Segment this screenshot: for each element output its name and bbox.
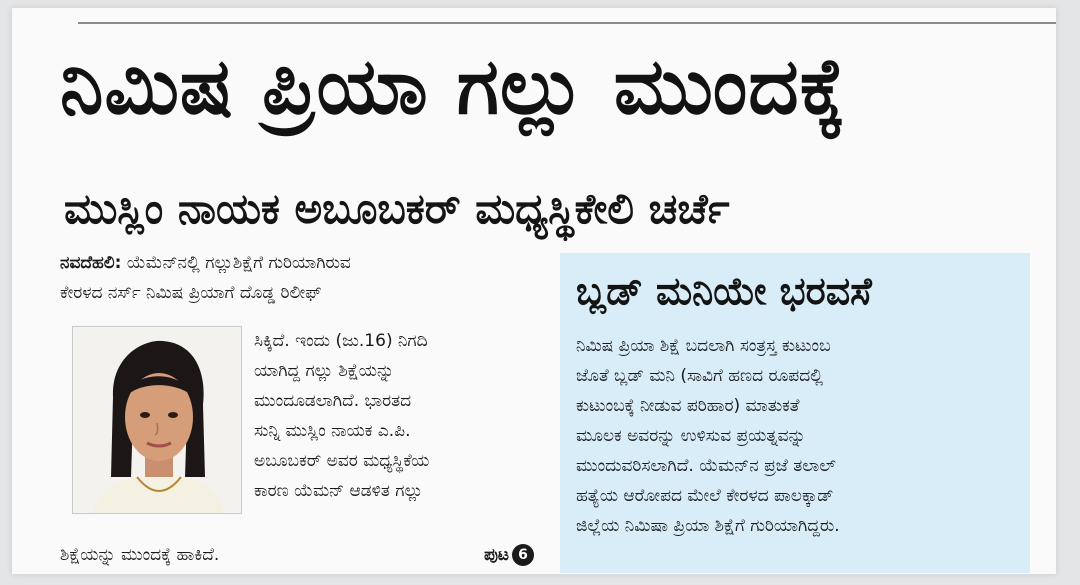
sidebar-title: ಬ್ಲಡ್ ಮನಿಯೇ ಭರವಸೆ bbox=[576, 269, 872, 313]
page-number-badge: 6 bbox=[512, 544, 534, 566]
sidebar-line: ನಿಮಿಷ ಪ್ರಿಯಾ ಶಿಕ್ಷೆ ಬದಲಾಗಿ ಸಂತ್ರಸ್ತ ಕುಟುಂಬ bbox=[576, 336, 831, 356]
sidebar-line: ಜೊತೆ ಬ್ಲಡ್ ಮನಿ (ಸಾವಿಗೆ ಹಣದ ರೂಪದಲ್ಲಿ bbox=[576, 366, 824, 386]
article-line-text: ಯೆಮೆನ್‌ನಲ್ಲಿ ಗಲ್ಲುಶಿಕ್ಷೆಗೆ ಗುರಿಯಾಗಿರುವ bbox=[121, 253, 351, 273]
article-line: ಸಿಕ್ಕಿದೆ. ಇಂದು (ಜು.16) ನಿಗದಿ bbox=[254, 331, 428, 351]
subheadline: ಮುಸ್ಲಿಂ ನಾಯಕ ಅಬೂಬಕರ್ ಮಧ್ಯಸ್ಥಿಕೇಲಿ ಚರ್ಚೆ bbox=[64, 184, 730, 233]
article-line bbox=[60, 248, 538, 278]
article-line: ಅಬೂಬಕರ್ ಅವರ ಮಧ್ಯಸ್ಥಿಕೆಯ bbox=[254, 451, 430, 471]
article-line: ಕೇರಳದ ನರ್ಸ್‌ ನಿಮಿಷ ಪ್ರಿಯಾಗೆ ದೊಡ್ಡ ರಿಲೀಫ್ bbox=[60, 283, 322, 303]
article-lead bbox=[60, 248, 538, 308]
sidebar-line: ಮುಂದುವರಿಸಲಾಗಿದೆ. ಯೆಮನ್‌ನ ಪ್ರಜೆ ತಲಾಲ್ bbox=[576, 456, 836, 476]
sidebar-line: ಜಿಲ್ಲೆಯ ನಿಮಿಷಾ ಪ್ರಿಯಾ ಶಿಕ್ಷೆಗೆ ಗುರಿಯಾಗಿದ್ದರು. bbox=[576, 516, 840, 536]
newspaper-clipping bbox=[12, 8, 1056, 574]
article-line: ಕಾರಣ ಯೆಮನ್ ಆಡಳಿತ ಗಲ್ಲು bbox=[254, 481, 423, 501]
page-reference-label: ಪುಟ bbox=[484, 545, 509, 565]
article-last-line bbox=[60, 540, 538, 570]
top-rule bbox=[78, 22, 1056, 24]
article-line: ಮುಂದೂಡಲಾಗಿದೆ. ಭಾರತದ bbox=[254, 391, 412, 411]
portrait-illustration bbox=[73, 327, 241, 513]
dateline: ನವದೆಹಲಿ: bbox=[60, 253, 122, 273]
article-line: ಶಿಕ್ಷೆಯನ್ನು ಮುಂದಕ್ಕೆ ಹಾಕಿದೆ. bbox=[60, 545, 220, 565]
portrait-photo bbox=[72, 326, 242, 514]
article-line: ಸುನ್ನಿ ಮುಸ್ಲಿಂ ನಾಯಕ ಎ.ಪಿ. bbox=[254, 421, 411, 441]
article-wrapped-text bbox=[254, 326, 538, 506]
page-reference bbox=[484, 540, 534, 570]
article-column bbox=[60, 248, 538, 578]
sidebar-line: ಮೂಲಕ ಅವರನ್ನು ಉಳಿಸುವ ಪ್ರಯತ್ನವನ್ನು bbox=[576, 426, 806, 446]
sidebar-body bbox=[576, 331, 1024, 541]
headline: ನಿಮಿಷ ಪ್ರಿಯಾ ಗಲ್ಲು ಮುಂದಕ್ಕೆ bbox=[60, 42, 847, 132]
sidebar-line: ಹತ್ಯೆಯ ಆರೋಪದ ಮೇಲೆ ಕೇರಳದ ಪಾಲಕ್ಕಾಡ್ bbox=[576, 486, 834, 506]
sidebar-line: ಕುಟುಂಬಕ್ಕೆ ನೀಡುವ ಪರಿಹಾರ) ಮಾತುಕತೆ bbox=[576, 396, 800, 416]
sidebar-box bbox=[560, 253, 1030, 573]
article-line: ಯಾಗಿದ್ದ ಗಲ್ಲು ಶಿಕ್ಷೆಯನ್ನು bbox=[254, 361, 395, 381]
